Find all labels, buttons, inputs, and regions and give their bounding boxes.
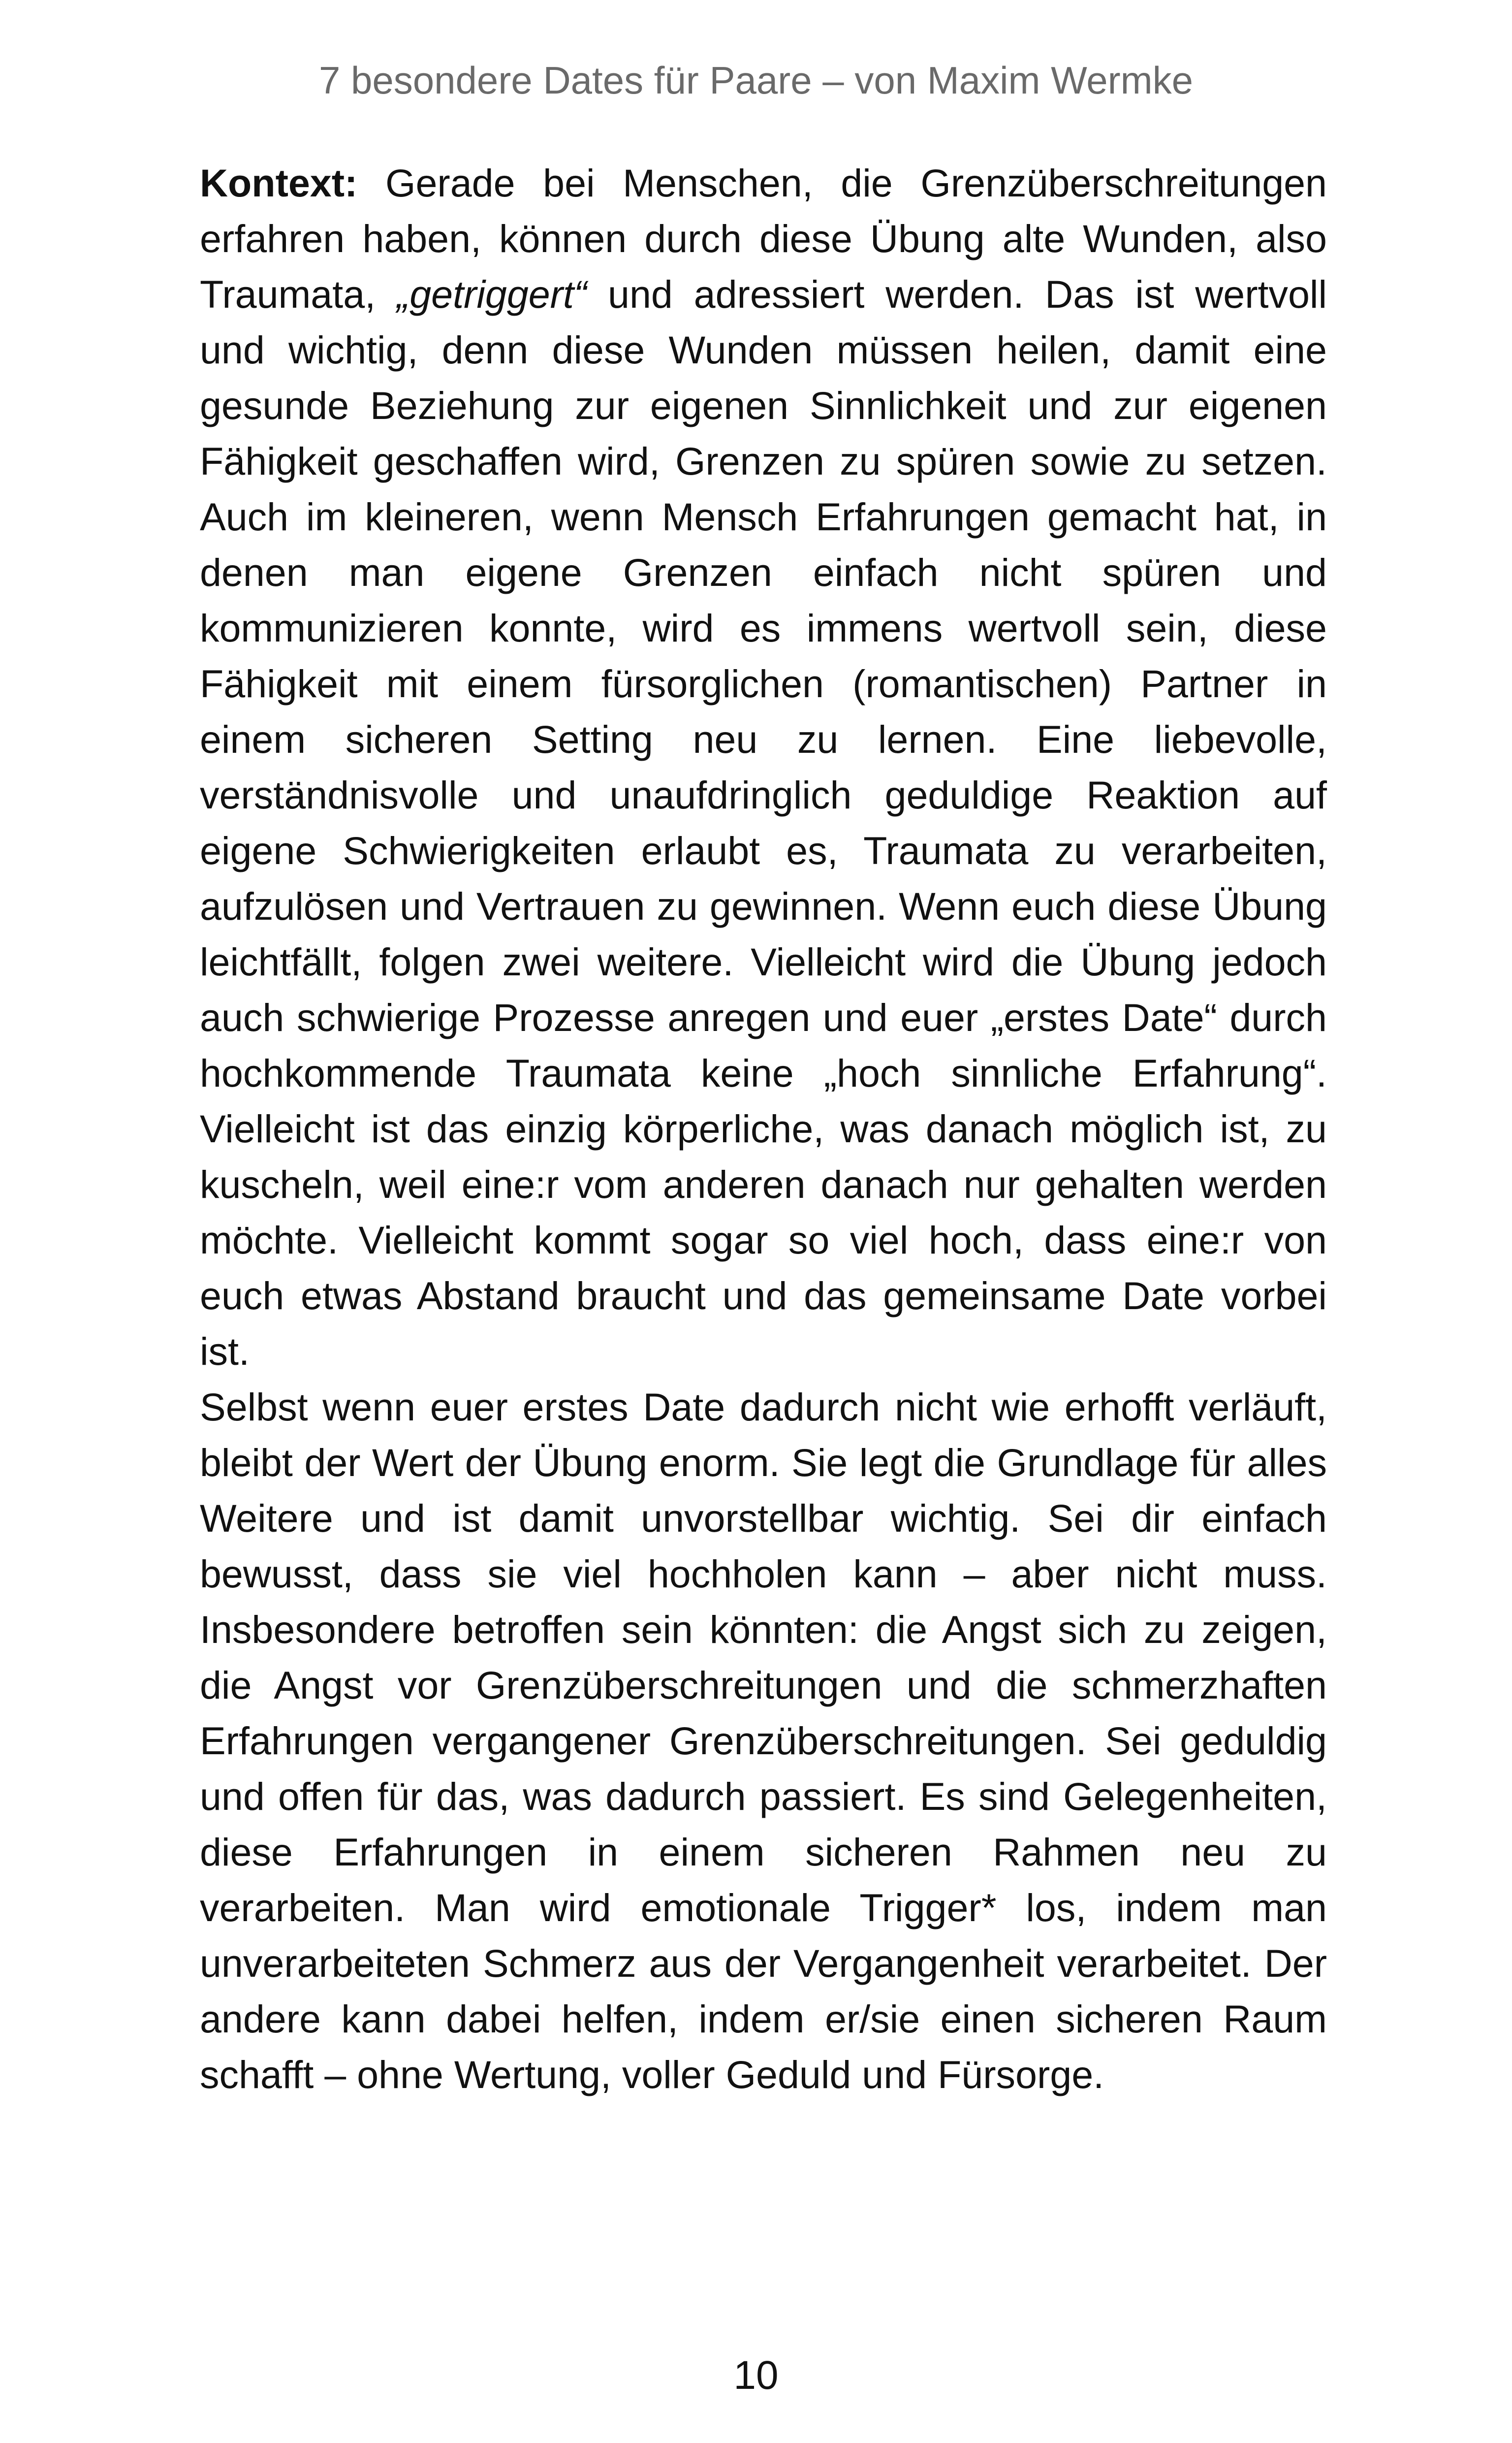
body-text [200, 155, 1327, 2102]
paragraph-context-part-1: Gerade bei Menschen, die Grenzüberschreitungen erfahren haben, können durch diese Übung alte Wunden, also Traumata, [200, 161, 1327, 316]
page-number: 10 [733, 2353, 779, 2398]
running-header: 7 besondere Dates für Paare – von Maxim Wermke [318, 59, 1194, 102]
context-label: Kontext: [200, 161, 358, 205]
paragraph-context-part-2: und adressiert werden. Das ist wertvoll und wichtig, denn diese Wunden müssen heilen, damit eine gesunde Beziehung zur eigenen Sinnlichkeit und zur eigenen Fähigkeit geschaffen wird, Grenzen zu spüren sowie zu setzen. Auch im kleineren, wenn Mensch Erfahrungen gemacht hat, in denen man eigene Grenzen einfach nicht spüren und kommunizieren konnte, wird es immens wertvoll sein, diese Fähigkeit mit einem fürsorglichen (romantischen) Partner in einem sicheren Setting neu zu lernen. Eine liebevolle, verständnisvolle und unaufdringlich geduldige Reaktion auf eigene Schwierigkeiten erlaubt es, Traumata zu verarbeiten, aufzulösen und Vertrauen zu gewinnen. Wenn euch diese Übung leichtfällt, folgen zwei weitere. Vielleicht wird die Übung jedoch auch schwierige Prozesse anregen und euer „erstes Date“ durch hochkommende Traumata keine „hoch sinnliche Erfahrung“. Vielleicht ist das einzig körperliche, was danach möglich ist, zu kuscheln, weil eine:r vom anderen danach nur gehalten werden möchte. Vielleicht kommt sogar so viel hoch, dass eine:r von euch etwas Abstand braucht und das gemeinsame Date vorbei ist. [200, 272, 1327, 1373]
paragraph-context [200, 155, 1327, 1379]
paragraph-second: Selbst wenn euer erstes Date dadurch nicht wie erhofft verläuft, bleibt der Wert der Übung enorm. Sie legt die Grundlage für alles Weitere und ist damit unvorstellbar wichtig. Sei dir einfach bewusst, dass sie viel hochholen kann – aber nicht muss. Insbesondere betroffen sein könnten: die Angst sich zu zeigen, die Angst vor Grenzüberschreitungen und die schmerzhaften Erfahrungen vergangener Grenzüberschreitungen. Sei geduldig und offen für das, was dadurch passiert. Es sind Gelegenheiten, diese Erfahrungen in einem sicheren Rahmen neu zu verarbeiten. Man wird emotionale Trigger* los, indem man unverarbeiteten Schmerz aus der Vergangenheit verarbeitet. Der andere kann dabei helfen, indem er/sie einen sicheren Raum schafft – ohne Wertung, voller Geduld und Fürsorge. [200, 1385, 1327, 2096]
emphasis-getriggert: „getriggert“ [396, 272, 587, 316]
